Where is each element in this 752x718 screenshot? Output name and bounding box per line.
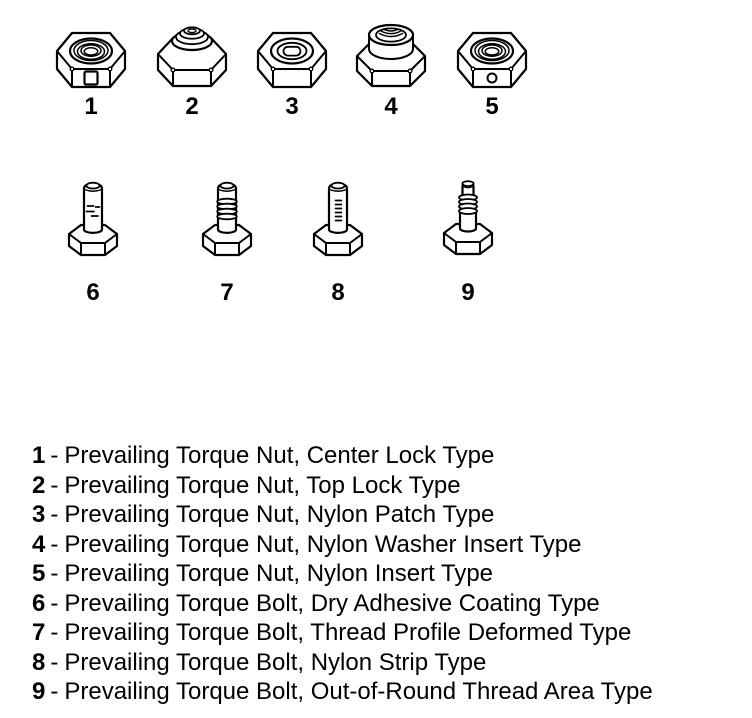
legend-item-label: Prevailing Torque Nut, Top Lock Type (64, 471, 461, 499)
legend-item-separator: - (50, 442, 59, 469)
callout-5: 5 (485, 93, 499, 120)
callout-7: 7 (220, 279, 234, 306)
legend-item (32, 589, 653, 619)
legend-item-label: Prevailing Torque Bolt, Dry Adhesive Coating Type (64, 589, 600, 617)
legend-item-label: Prevailing Torque Nut, Nylon Insert Type (64, 560, 494, 587)
legend-item (32, 618, 653, 648)
legend-item-number: 2 (32, 471, 46, 499)
legend-item-number: 4 (32, 530, 46, 558)
legend-item (32, 441, 653, 471)
legend-item-label: Prevailing Torque Bolt, Nylon Strip Type (64, 648, 487, 676)
legend-item-separator: - (50, 619, 59, 646)
legend-item (32, 471, 653, 501)
legend-item-number: 1 (32, 442, 46, 469)
legend-item-separator: - (50, 501, 59, 528)
legend-item-label: Prevailing Torque Nut, Center Lock Type (64, 442, 495, 469)
legend-item (32, 500, 653, 530)
callout-6: 6 (86, 279, 100, 306)
legend-item-label: Prevailing Torque Bolt, Out-of-Round Thread Area Type (64, 678, 653, 705)
legend-item-number: 3 (32, 501, 46, 528)
callout-1: 1 (84, 93, 98, 120)
nut-nylon-patch-drawing (254, 25, 330, 91)
legend-item (32, 559, 653, 589)
legend-item-separator: - (50, 678, 59, 705)
bolt-thread-deformed-drawing (201, 176, 253, 268)
legend-item (32, 530, 653, 560)
callout-9: 9 (461, 279, 475, 306)
callout-8: 8 (331, 279, 345, 306)
legend (32, 441, 653, 707)
nut-nylon-insert-drawing (454, 25, 530, 91)
callout-4: 4 (384, 93, 398, 120)
bolt-dry-adhesive-drawing (67, 176, 119, 268)
bolt-nylon-strip-drawing (312, 176, 364, 268)
nut-top-lock-drawing (154, 24, 230, 90)
legend-item-separator: - (50, 471, 59, 499)
callout-2: 2 (185, 93, 199, 120)
legend-item-number: 8 (32, 648, 46, 676)
legend-item-label: Prevailing Torque Bolt, Thread Profile Deformed Type (64, 619, 632, 646)
nut-center-lock-drawing (53, 25, 129, 91)
bolt-out-of-round-drawing (442, 176, 494, 268)
nut-nylon-washer-insert-drawing (353, 22, 429, 90)
legend-item-separator: - (50, 648, 59, 676)
legend-item (32, 677, 653, 707)
legend-item-number: 5 (32, 560, 46, 587)
legend-item-number: 7 (32, 619, 46, 646)
legend-item-number: 6 (32, 589, 46, 617)
legend-item-separator: - (50, 560, 59, 587)
legend-item (32, 648, 653, 678)
legend-item-label: Prevailing Torque Nut, Nylon Patch Type (64, 501, 495, 528)
legend-item-label: Prevailing Torque Nut, Nylon Washer Insert Type (64, 530, 582, 558)
callout-3: 3 (285, 93, 299, 120)
legend-item-separator: - (50, 589, 59, 617)
legend-item-number: 9 (32, 678, 46, 705)
legend-item-separator: - (50, 530, 59, 558)
